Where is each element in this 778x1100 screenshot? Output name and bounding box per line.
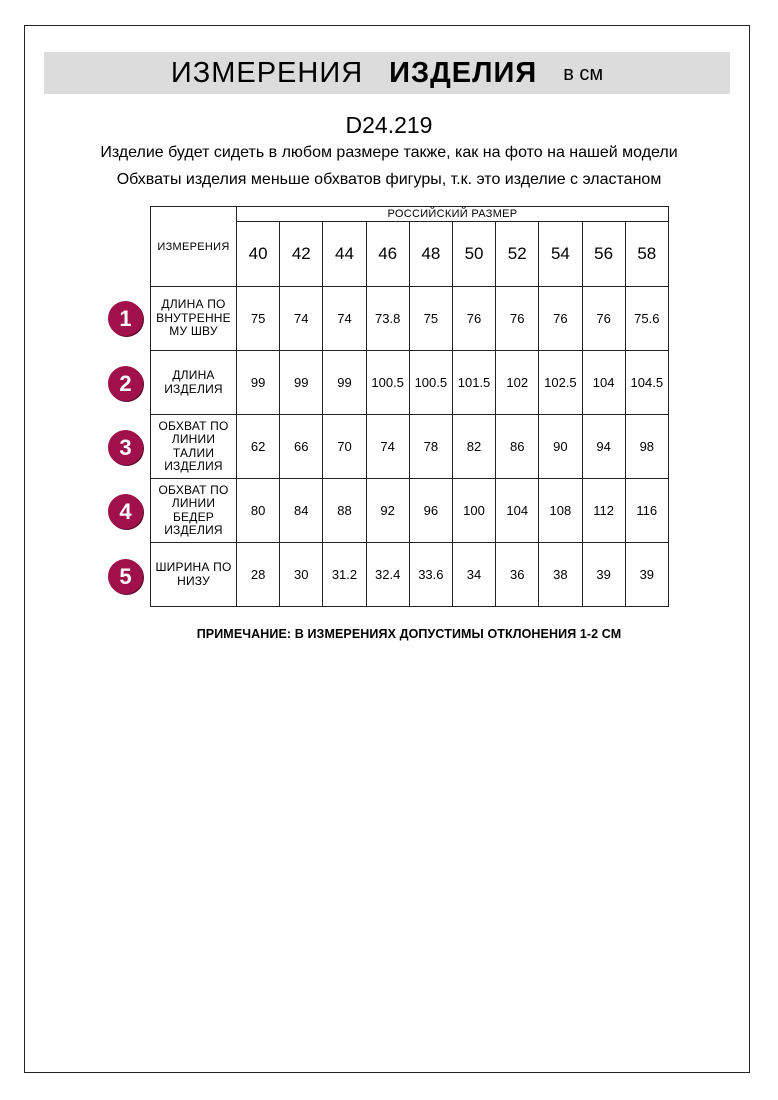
value-cell: 101.5 xyxy=(452,351,495,415)
size-header-46: 46 xyxy=(366,222,409,287)
value-cell: 32.4 xyxy=(366,543,409,607)
value-cell: 90 xyxy=(539,415,582,479)
value-cell: 88 xyxy=(323,479,366,543)
value-cell: 38 xyxy=(539,543,582,607)
row-label-line: МУ ШВУ xyxy=(169,324,218,339)
value-cell: 99 xyxy=(280,351,323,415)
row-label-line: ИЗДЕЛИЯ xyxy=(164,523,223,537)
value-cell: 104.5 xyxy=(625,351,668,415)
row-label-line: ВНУТРЕННЕ xyxy=(156,310,231,325)
row-number-badge: 1 xyxy=(108,301,143,336)
row-label-line: БЕДЕР xyxy=(172,509,214,524)
value-cell: 78 xyxy=(409,415,452,479)
title-product: ИЗДЕЛИЯ xyxy=(389,56,538,89)
row-number-badge: 5 xyxy=(108,559,143,594)
value-cell: 104 xyxy=(582,351,625,415)
size-header-56: 56 xyxy=(582,222,625,287)
title-band xyxy=(44,52,730,94)
table-row xyxy=(151,543,669,607)
size-header-52: 52 xyxy=(496,222,539,287)
row-label-line: ОБХВАТ ПО xyxy=(158,418,229,433)
value-cell: 99 xyxy=(323,351,366,415)
row-label-line: НИЗУ xyxy=(177,573,210,588)
value-cell: 94 xyxy=(582,415,625,479)
value-cell: 70 xyxy=(323,415,366,479)
value-cell: 76 xyxy=(452,287,495,351)
row-number-badge: 2 xyxy=(108,366,143,401)
size-header-50: 50 xyxy=(452,222,495,287)
tolerance-footnote: ПРИМЕЧАНИЕ: В ИЗМЕРЕНИЯХ ДОПУСТИМЫ ОТКЛОНЕНИЯ 1-2 СМ xyxy=(196,627,622,641)
measurements-header: ИЗМЕРЕНИЯ xyxy=(151,207,237,287)
value-cell: 99 xyxy=(237,351,280,415)
row-number-badge: 4 xyxy=(108,494,143,529)
value-cell: 74 xyxy=(323,287,366,351)
value-cell: 98 xyxy=(625,415,668,479)
row-label-line: ЛИНИИ xyxy=(171,432,216,446)
value-cell: 62 xyxy=(237,415,280,479)
row-label xyxy=(151,287,237,351)
row-label-line: ТАЛИИ xyxy=(172,445,215,460)
row-number-badge: 3 xyxy=(108,430,143,465)
value-cell: 80 xyxy=(237,479,280,543)
table-row xyxy=(151,479,669,543)
title-unit: в см xyxy=(563,62,604,85)
value-cell: 75 xyxy=(409,287,452,351)
value-cell: 75 xyxy=(237,287,280,351)
size-header-54: 54 xyxy=(539,222,582,287)
size-header-42: 42 xyxy=(280,222,323,287)
value-cell: 28 xyxy=(237,543,280,607)
value-cell: 74 xyxy=(280,287,323,351)
size-header-44: 44 xyxy=(323,222,366,287)
value-cell: 66 xyxy=(280,415,323,479)
title-measurements: ИЗМЕРЕНИЯ xyxy=(170,56,364,89)
value-cell: 102.5 xyxy=(539,351,582,415)
row-label xyxy=(151,351,237,415)
value-cell: 108 xyxy=(539,479,582,543)
row-label-line: ИЗДЕЛИЯ xyxy=(164,459,223,473)
value-cell: 39 xyxy=(582,543,625,607)
table-row xyxy=(151,415,669,479)
value-cell: 75.6 xyxy=(625,287,668,351)
value-cell: 34 xyxy=(452,543,495,607)
table-row xyxy=(151,351,669,415)
size-header-58: 58 xyxy=(625,222,668,287)
value-cell: 92 xyxy=(366,479,409,543)
value-cell: 104 xyxy=(496,479,539,543)
value-cell: 31.2 xyxy=(323,543,366,607)
value-cell: 100.5 xyxy=(409,351,452,415)
table-row xyxy=(151,287,669,351)
size-chart-table xyxy=(150,206,669,607)
value-cell: 74 xyxy=(366,415,409,479)
value-cell: 102 xyxy=(496,351,539,415)
value-cell: 116 xyxy=(625,479,668,543)
row-label-line: ЛИНИИ xyxy=(171,496,216,510)
value-cell: 100.5 xyxy=(366,351,409,415)
value-cell: 76 xyxy=(582,287,625,351)
size-header-48: 48 xyxy=(409,222,452,287)
value-cell: 30 xyxy=(280,543,323,607)
value-cell: 86 xyxy=(496,415,539,479)
article-number: D24.219 xyxy=(345,112,433,138)
value-cell: 33.6 xyxy=(409,543,452,607)
row-label-line: ДЛИНА xyxy=(172,368,215,382)
value-cell: 100 xyxy=(452,479,495,543)
value-cell: 39 xyxy=(625,543,668,607)
row-label-line: ШИРИНА ПО xyxy=(155,560,232,574)
row-label xyxy=(151,415,237,479)
elastane-note: Обхваты изделия меньше обхватов фигуры, т.к. это изделие с эластаном xyxy=(116,171,662,188)
value-cell: 112 xyxy=(582,479,625,543)
russian-size-header: РОССИЙСКИЙ РАЗМЕР xyxy=(237,207,669,222)
value-cell: 84 xyxy=(280,479,323,543)
value-cell: 96 xyxy=(409,479,452,543)
value-cell: 82 xyxy=(452,415,495,479)
value-cell: 76 xyxy=(539,287,582,351)
size-header-40: 40 xyxy=(237,222,280,287)
row-label xyxy=(151,543,237,607)
row-label-line: ДЛИНА ПО xyxy=(161,297,226,312)
row-label-line: ИЗДЕЛИЯ xyxy=(164,381,223,396)
row-label xyxy=(151,479,237,543)
value-cell: 36 xyxy=(496,543,539,607)
row-label-line: ОБХВАТ ПО xyxy=(158,482,229,497)
value-cell: 76 xyxy=(496,287,539,351)
fit-note: Изделие будет сидеть в любом размере также, как на фото на нашей модели xyxy=(100,144,678,161)
value-cell: 73.8 xyxy=(366,287,409,351)
